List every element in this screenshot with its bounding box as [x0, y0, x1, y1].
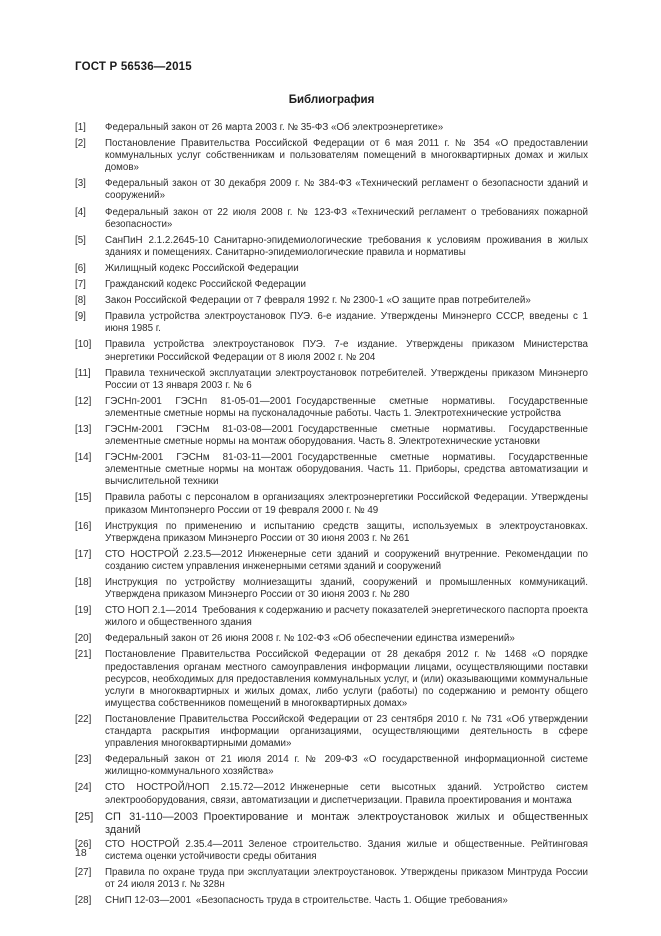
- item-ref-number: [16]: [75, 520, 92, 532]
- list-item: [75, 295, 588, 307]
- item-text: СанПиН 2.1.2.2645-10 Санитарно-эпидемиологические требования к условиям проживания в жилых зданиях и помещениях. Санитарно-эпидемиологические правила и нормативы: [105, 234, 588, 258]
- item-ref-number: [13]: [75, 423, 92, 435]
- item-text: ГЭСНм-2001 ГЭСНм 81-03-11—2001 Государственные сметные нормативы. Государственные элементные сметные нормы на монтаж оборудования. Часть 11. Приборы, средства автоматизации и вычислительной техники: [105, 452, 588, 488]
- list-item: [75, 235, 588, 259]
- item-ref-number: [15]: [75, 492, 92, 504]
- item-ref-number: [26]: [75, 838, 92, 850]
- list-item: [75, 207, 588, 231]
- page-number: 18: [75, 847, 87, 859]
- list-item: [75, 839, 588, 863]
- list-item: [75, 311, 588, 335]
- document-standard-code: ГОСТ Р 56536—2015: [75, 61, 192, 73]
- list-item: [75, 605, 588, 629]
- list-item: [75, 577, 588, 601]
- list-item: [75, 895, 588, 907]
- item-text: Правила устройства электроустановок ПУЭ. 6-е издание. Утверждены Минэнерго СССР, введены с 1 июня 1985 г.: [105, 311, 588, 335]
- list-item: [75, 649, 588, 709]
- item-text: Федеральный закон от 30 декабря 2009 г. № 384-ФЗ «Технический регламент о безопасности зданий и сооружений»: [105, 178, 588, 202]
- item-ref-number: [7]: [75, 279, 86, 291]
- section-title: Библиография: [288, 94, 375, 106]
- list-item: [75, 782, 588, 806]
- list-item: [75, 424, 588, 448]
- item-text: Федеральный закон от 22 июля 2008 г. № 123-ФЗ «Технический регламент о требованиях пожарной безопасности»: [105, 206, 588, 230]
- item-ref-number: [22]: [75, 713, 92, 725]
- item-ref-number: [6]: [75, 262, 86, 274]
- item-ref-number: [14]: [75, 452, 92, 464]
- list-item: [75, 178, 588, 202]
- item-text: СП 31-110—2003 Проектирование и монтаж электроустановок жилых и общественных зданий: [105, 810, 588, 836]
- item-ref-number: [23]: [75, 754, 92, 766]
- item-text: Инструкция по применению и испытанию средств защиты, используемых в электроустановках. Утверждена приказом Минэнерго России от 30 июня 2003 г. № 261: [105, 520, 588, 544]
- item-ref-number: [8]: [75, 295, 86, 307]
- item-ref-number: [25]: [75, 810, 94, 823]
- list-item: [75, 521, 588, 545]
- item-ref-number: [10]: [75, 339, 92, 351]
- item-text: СНиП 12-03—2001 «Безопасность труда в строительстве. Часть 1. Общие требования»: [105, 894, 508, 906]
- list-item: [75, 263, 588, 275]
- item-text: Закон Российской Федерации от 7 февраля 1992 г. № 2300-1 «О защите прав потребителей»: [105, 295, 531, 307]
- bibliography-list: [75, 122, 588, 911]
- item-text: Жилищный кодекс Российской Федерации: [105, 262, 299, 274]
- list-item: [75, 492, 588, 516]
- item-text: Постановление Правительства Российской Федерации от 6 мая 2011 г. № 354 «О предоставлении коммунальных услуг собственникам и пользователям помещений в многоквартирных домах и жилых домов»: [105, 138, 588, 174]
- item-text: СТО НОСТРОЙ 2.35.4—2011 Зеленое строительство. Здания жилые и общественные. Рейтинговая система оценки устойчивости среды обитания: [105, 838, 588, 862]
- list-item: [75, 396, 588, 420]
- item-text: Инструкция по устройству молниезащиты зданий, сооружений и промышленных коммуникаций. Утверждена приказом Минэнерго России от 30 июня 2003 г. № 280: [105, 577, 588, 601]
- list-item: [75, 122, 588, 134]
- item-text: Федеральный закон от 26 марта 2003 г. № 35-ФЗ «Об электроэнергетике»: [105, 122, 444, 133]
- list-item: [75, 279, 588, 291]
- item-ref-number: [12]: [75, 395, 92, 407]
- list-item: [75, 368, 588, 392]
- item-text: СТО НОСТРОЙ/НОП 2.15.72—2012 Инженерные сети высотных зданий. Устройство систем электрооборудования, связи, автоматизации и диспетчеризации. Правила проектирования и монтажа: [105, 782, 588, 806]
- item-ref-number: [18]: [75, 577, 92, 588]
- item-ref-number: [9]: [75, 311, 86, 323]
- item-text: СТО НОП 2.1—2014 Требования к содержанию и расчету показателей энергетического паспорта проекта жилого и общественного здания: [105, 605, 588, 629]
- item-ref-number: [1]: [75, 122, 86, 133]
- item-text: Правила устройства электроустановок ПУЭ. 7-е издание. Утверждены приказом Министерства энергетики Российской Федерации от 8 июля 2002 г. № 204: [105, 339, 588, 363]
- item-ref-number: [11]: [75, 367, 91, 379]
- item-text: Правила работы с персоналом в организациях электроэнергетики Российской Федерации. Утверждены приказом Минтопэнерго России от 19 февраля 2000 г. № 49: [105, 492, 588, 516]
- item-ref-number: [20]: [75, 633, 92, 645]
- item-text: Федеральный закон от 21 июля 2014 г. № 209-ФЗ «О государственной информационной системе жилищно-коммунального хозяйства»: [105, 754, 588, 778]
- item-ref-number: [2]: [75, 138, 86, 150]
- item-text: Правила по охране труда при эксплуатации электроустановок. Утверждены приказом Минтруда России от 24 июля 2013 г. № 328н: [105, 866, 588, 890]
- item-text: Гражданский кодекс Российской Федерации: [105, 279, 306, 291]
- item-ref-number: [27]: [75, 866, 92, 878]
- item-ref-number: [19]: [75, 605, 92, 617]
- item-text: Федеральный закон от 26 июня 2008 г. № 102-ФЗ «Об обеспечении единства измерений»: [105, 633, 515, 645]
- list-item: [75, 633, 588, 645]
- item-ref-number: [24]: [75, 782, 92, 794]
- item-ref-number: [17]: [75, 548, 92, 560]
- item-ref-number: [4]: [75, 206, 86, 218]
- item-ref-number: [3]: [75, 178, 86, 190]
- list-item: [75, 811, 588, 837]
- list-item: [75, 714, 588, 750]
- item-text: ГЭСНп-2001 ГЭСНп 81-05-01—2001 Государственные сметные нормативы. Государственные элементные сметные нормы на пусконаладочные работы. Часть 1. Электротехнические устройства: [105, 395, 588, 419]
- list-item: [75, 754, 588, 778]
- list-item: [75, 339, 588, 363]
- list-item: [75, 549, 588, 573]
- item-text: СТО НОСТРОЙ 2.23.5—2012 Инженерные сети зданий и сооружений внутренние. Рекомендации по созданию систем управления инженерными сетями зданий и сооружений: [105, 548, 588, 572]
- item-ref-number: [5]: [75, 234, 86, 246]
- item-text: Постановление Правительства Российской Федерации от 28 декабря 2012 г. № 1468 «О порядке предоставления органам местного самоуправления информации лицами, осуществляющими поставки ресурсов, необходимых для предоставления коммунальных услуг, и (или) оказывающими коммунальные услуги в многоквартирных и жилых домах, либо услуги (работы) по содержанию и ремонту общего имущества собственников помещений в многоквартирных домах»: [105, 649, 588, 709]
- list-item: [75, 867, 588, 891]
- list-item: [75, 138, 588, 174]
- item-ref-number: [21]: [75, 649, 92, 661]
- list-item: [75, 452, 588, 488]
- item-text: Постановление Правительства Российской Федерации от 23 сентября 2010 г. № 731 «Об утверждении стандарта раскрытия информации организациями, осуществляющими деятельность в сфере управления многоквартирными домами»: [105, 713, 588, 750]
- item-ref-number: [28]: [75, 894, 92, 906]
- item-text: ГЭСНм-2001 ГЭСНм 81-03-08—2001 Государственные сметные нормативы. Государственные элементные сметные нормы на монтаж оборудования. Часть 8. Электротехнические установки: [105, 423, 588, 448]
- item-text: Правила технической эксплуатации электроустановок потребителей. Утверждены приказом Минэнерго России от 13 января 2003 г. № 6: [105, 367, 588, 391]
